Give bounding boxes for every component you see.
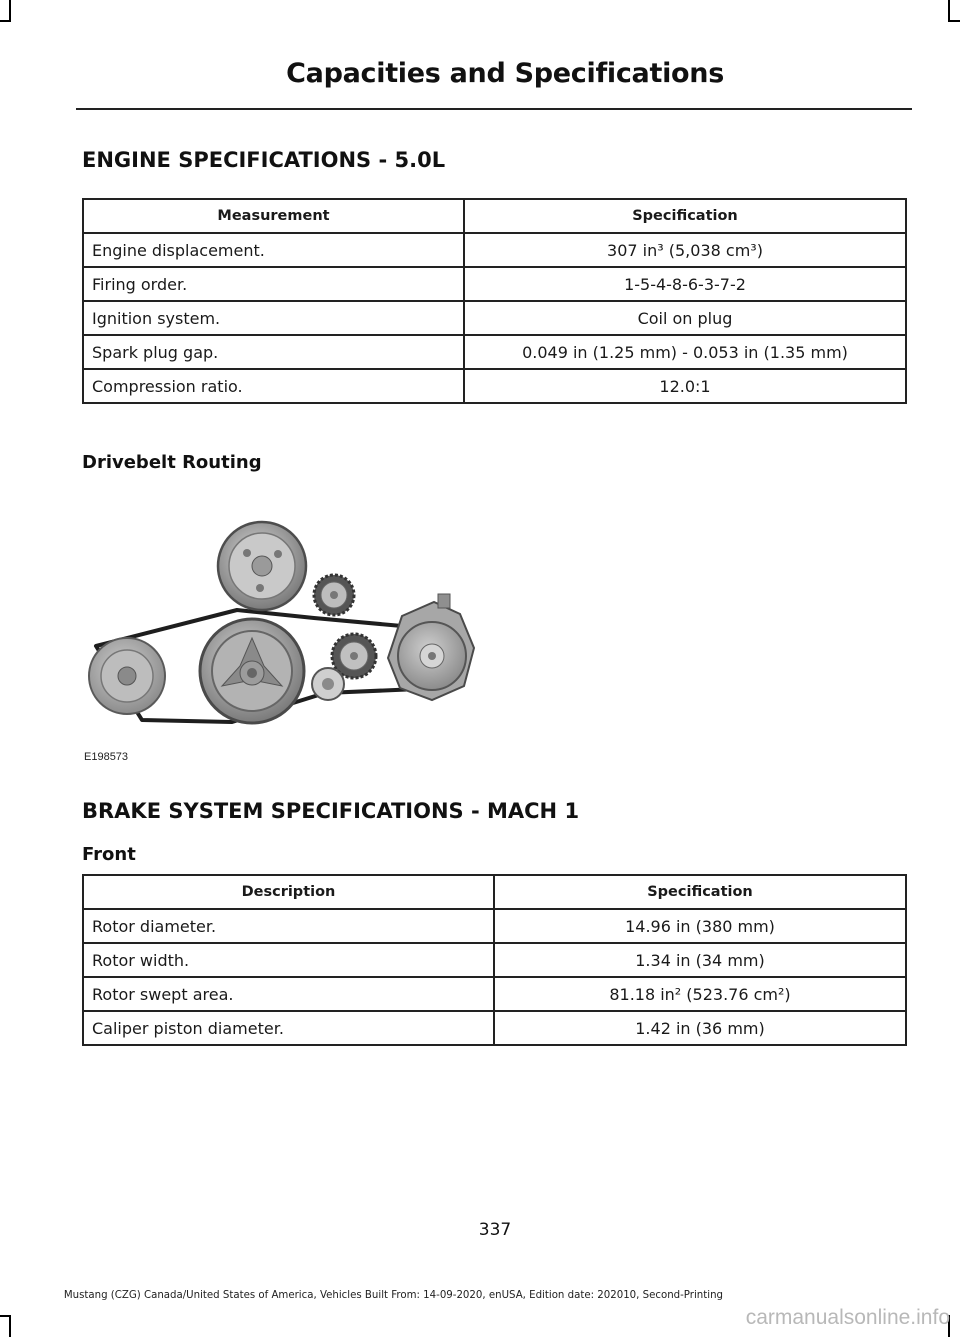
specification-cell: 0.049 in (1.25 mm) - 0.053 in (1.35 mm)	[464, 335, 906, 369]
description-cell: Rotor width.	[83, 943, 494, 977]
measurement-cell: Firing order.	[83, 267, 464, 301]
table-row	[83, 335, 906, 369]
brake-specs-title: BRAKE SYSTEM SPECIFICATIONS - MACH 1	[82, 799, 580, 823]
figure-code: E198573	[84, 751, 129, 763]
column-header-measurement: Measurement	[83, 199, 464, 233]
table-row	[83, 943, 906, 977]
crop-mark-top-left-h	[0, 20, 11, 22]
measurement-cell: Ignition system.	[83, 301, 464, 335]
brake-specs-table	[82, 874, 907, 1046]
description-cell: Rotor diameter.	[83, 909, 494, 943]
crop-mark-bottom-left-h	[0, 1315, 11, 1317]
specification-cell: 81.18 in² (523.76 cm²)	[494, 977, 906, 1011]
column-header-description: Description	[83, 875, 494, 909]
engine-specs-title: ENGINE SPECIFICATIONS - 5.0L	[82, 148, 446, 172]
table-row	[83, 909, 906, 943]
measurement-cell: Spark plug gap.	[83, 335, 464, 369]
table-row	[83, 1011, 906, 1045]
page-header	[76, 58, 912, 110]
measurement-cell: Engine displacement.	[83, 233, 464, 267]
table-header-row	[83, 199, 906, 233]
table-row	[83, 301, 906, 335]
specification-cell: 12.0:1	[464, 369, 906, 403]
footer-text: Mustang (CZG) Canada/United States of America, Vehicles Built From: 14-09-2020, enUSA, Edition date: 202010, Second-Printing	[63, 1290, 723, 1301]
table-header-row	[83, 875, 906, 909]
measurement-cell: Compression ratio.	[83, 369, 464, 403]
crop-mark-top-right-h	[948, 20, 960, 22]
crop-mark-top-right-v	[948, 0, 950, 22]
specification-cell: 1.42 in (36 mm)	[494, 1011, 906, 1045]
table-row	[83, 369, 906, 403]
drivebelt-diagram-icon	[82, 498, 502, 768]
watermark[interactable]: carmanualsonline.info	[745, 1306, 950, 1329]
engine-specs-table	[82, 198, 907, 404]
specification-cell: 1-5-4-8-6-3-7-2	[464, 267, 906, 301]
specification-cell: 1.34 in (34 mm)	[494, 943, 906, 977]
table-row	[83, 233, 906, 267]
drivebelt-routing-title: Drivebelt Routing	[82, 452, 262, 473]
column-header-specification: Specification	[464, 199, 906, 233]
drivebelt-diagram	[82, 498, 502, 768]
specification-cell: 14.96 in (380 mm)	[494, 909, 906, 943]
specification-cell: 307 in³ (5,038 cm³)	[464, 233, 906, 267]
description-cell: Caliper piston diameter.	[83, 1011, 494, 1045]
brake-front-subtitle: Front	[82, 844, 136, 865]
crop-mark-bottom-left-v	[9, 1315, 11, 1337]
page-number: 337	[478, 1220, 512, 1240]
column-header-specification: Specification	[494, 875, 906, 909]
page-title: Capacities and Specifications	[286, 58, 724, 89]
description-cell: Rotor swept area.	[83, 977, 494, 1011]
table-row	[83, 977, 906, 1011]
specification-cell: Coil on plug	[464, 301, 906, 335]
crop-mark-top-left-v	[9, 0, 11, 22]
table-row	[83, 267, 906, 301]
